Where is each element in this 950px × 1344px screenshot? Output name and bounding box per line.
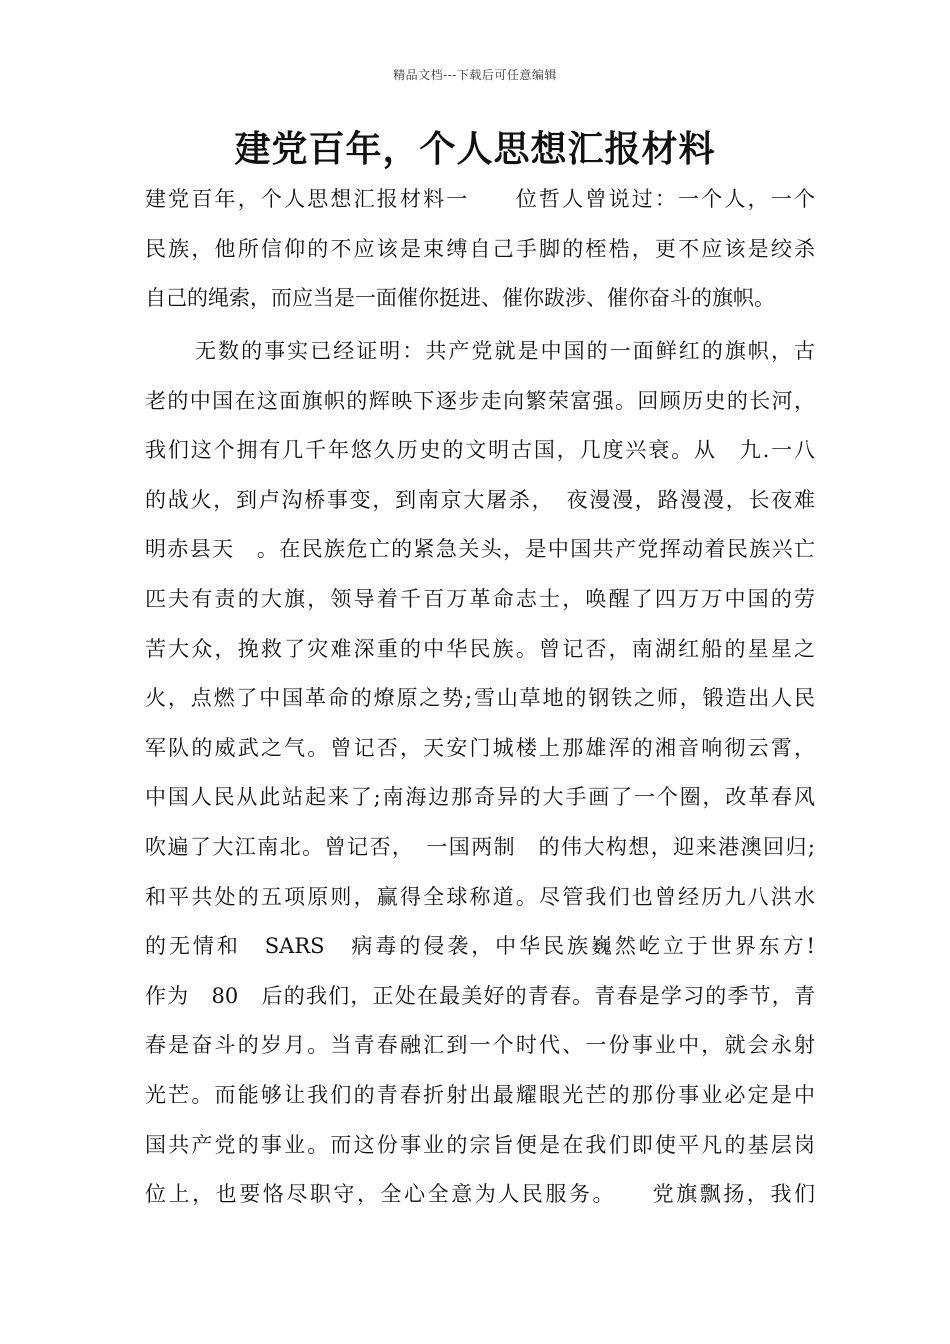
text-line: 自己的绳索，而应当是一面催你挺进、催你跋涉、催你奋斗的旗帜。: [145, 286, 775, 311]
text-line: 的无情和 SARS 病毒的侵袭，中华民族巍然屹立于世界东方!: [145, 934, 815, 959]
text-line: 我们这个拥有几千年悠久历史的文明古国，几度兴衰。从 九.一八: [145, 438, 815, 463]
text-line: 春是奋斗的岁月。当青春融汇到一个时代、一份事业中，就会永射: [145, 1033, 815, 1058]
text-line: 无数的事实已经证明：共产党就是中国的一面鲜红的旗帜，古: [195, 339, 815, 363]
text-line: 国共产党的事业。而这份事业的宗旨便是在我们即使平凡的基层岗: [145, 1132, 815, 1157]
paragraph-2: [145, 327, 815, 1220]
text-line: 建党百年，个人思想汇报材料一 位哲人曾说过：一个人，一个: [145, 187, 815, 211]
text-line: 的战火，到卢沟桥事变，到南京大屠杀， 夜漫漫，路漫漫，长夜难: [145, 487, 815, 512]
text-line: 苦大众，挽救了灾难深重的中华民族。曾记否，南湖红船的星星之: [145, 636, 815, 661]
text-line: 作为 80 后的我们，正处在最美好的青春。青春是学习的季节，青: [145, 983, 815, 1008]
text-line: 匹夫有责的大旗，领导着千百万革命志士，唤醒了四万万中国的劳: [145, 586, 815, 611]
text-line: 和平共处的五项原则，赢得全球称道。尽管我们也曾经历九八洪水: [145, 884, 815, 909]
text-line: 民族，他所信仰的不应该是束缚自己手脚的桎梏，更不应该是绞杀: [145, 236, 815, 261]
header-note: 精品文档---下载后可任意编辑: [393, 68, 557, 82]
document-title: 建党百年，个人思想汇报材料: [234, 129, 716, 170]
text-line: 光芒。而能够让我们的青春折射出最耀眼光芒的那份事业必定是中: [145, 1082, 815, 1107]
paragraph-1: [145, 175, 815, 324]
text-line: 吹遍了大江南北。曾记否， 一国两制 的伟大构想，迎来港澳回归;: [145, 834, 815, 859]
text-line: 明赤县天 。在民族危亡的紧急关头，是中国共产党挥动着民族兴亡: [145, 537, 815, 562]
text-line: 军队的威武之气。曾记否，天安门城楼上那雄浑的湘音响彻云霄，: [145, 735, 815, 760]
text-line: 火，点燃了中国革命的燎原之势;雪山草地的钢铁之师，锻造出人民: [145, 686, 815, 711]
text-line: 位上，也要恪尽职守，全心全意为人民服务。 党旗飘扬，我们: [145, 1182, 815, 1207]
text-line: 老的中国在这面旗帜的辉映下逐步走向繁荣富强。回顾历史的长河，: [145, 388, 815, 413]
text-line: 中国人民从此站起来了;南海边那奇异的大手画了一个圈，改革春风: [145, 785, 815, 810]
